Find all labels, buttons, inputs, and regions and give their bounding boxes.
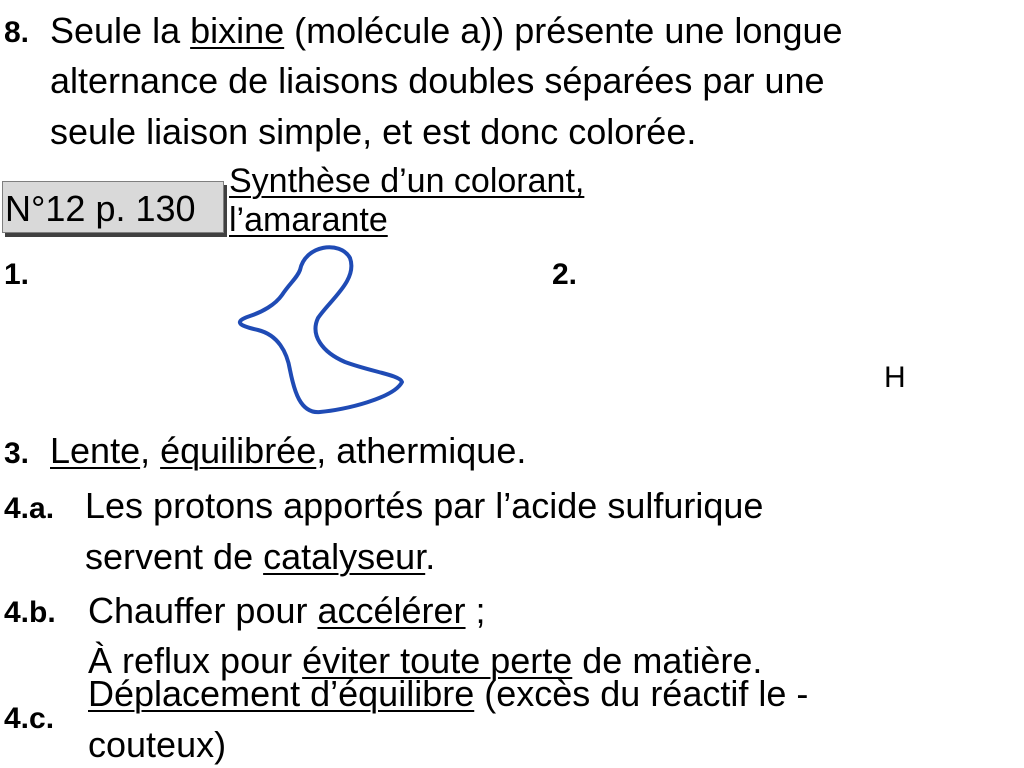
q3-underlined-lente: Lente (50, 430, 141, 471)
q3-separator: , (140, 430, 161, 471)
hydrogen-label: H (884, 361, 906, 394)
q4c-line-1-post: (excès du réactif le - (474, 673, 809, 714)
exercise-title-line-2: l’amarante (229, 201, 388, 240)
q4c-underlined-deplacement: Déplacement d’équilibre (88, 673, 475, 714)
q3-text (50, 429, 526, 472)
q2-number: 2. (552, 258, 578, 291)
q8-line-1-pre: Seule la (50, 10, 191, 51)
q3-rest: , athermique. (316, 430, 527, 471)
q4a-line-2-post: . (425, 536, 436, 577)
q4a-underlined-catalyseur: catalyseur (263, 536, 426, 577)
exercise-title-line-1: Synthèse d’un colorant, (229, 162, 585, 200)
q4b-line-1-post: ; (465, 590, 486, 631)
q8-line-2: alternance de liaisons doubles séparées par une (50, 60, 825, 101)
q4c-line-2: couteux) (88, 724, 227, 765)
q4b-line-2-pre: À reflux pour (88, 640, 303, 681)
q4a-line-1: Les protons apportés par l’acide sulfurique (85, 485, 764, 526)
q4a-number: 4.a. (4, 492, 55, 525)
q4a-line-2-pre: servent de (85, 536, 264, 577)
q4b-number: 4.b. (4, 596, 56, 629)
q4b-line-2-post: de matière. (572, 640, 763, 681)
q4a-line-2 (85, 535, 435, 578)
q8-line-1-post: (molécule a)) présente une longue (284, 10, 843, 51)
q8-line-3: seule liaison simple, et est donc colorée. (50, 111, 697, 152)
q4b-underlined-eviter: éviter toute perte (302, 640, 573, 681)
q4c-number: 4.c. (4, 702, 55, 735)
q3-number: 3. (4, 437, 30, 470)
q1-number: 1. (4, 258, 30, 291)
q4b-line-1 (88, 589, 486, 632)
q8-number: 8. (4, 16, 30, 49)
q4b-line-1-pre: Chauffer pour (88, 590, 318, 631)
exercise-reference-label: N°12 p. 130 (5, 188, 196, 229)
q4b-underlined-accelerer: accélérer (317, 590, 466, 631)
q3-underlined-equilibree: équilibrée (160, 430, 317, 471)
q8-underlined-bixine: bixine (190, 10, 285, 51)
q4c-line-1 (88, 672, 808, 715)
